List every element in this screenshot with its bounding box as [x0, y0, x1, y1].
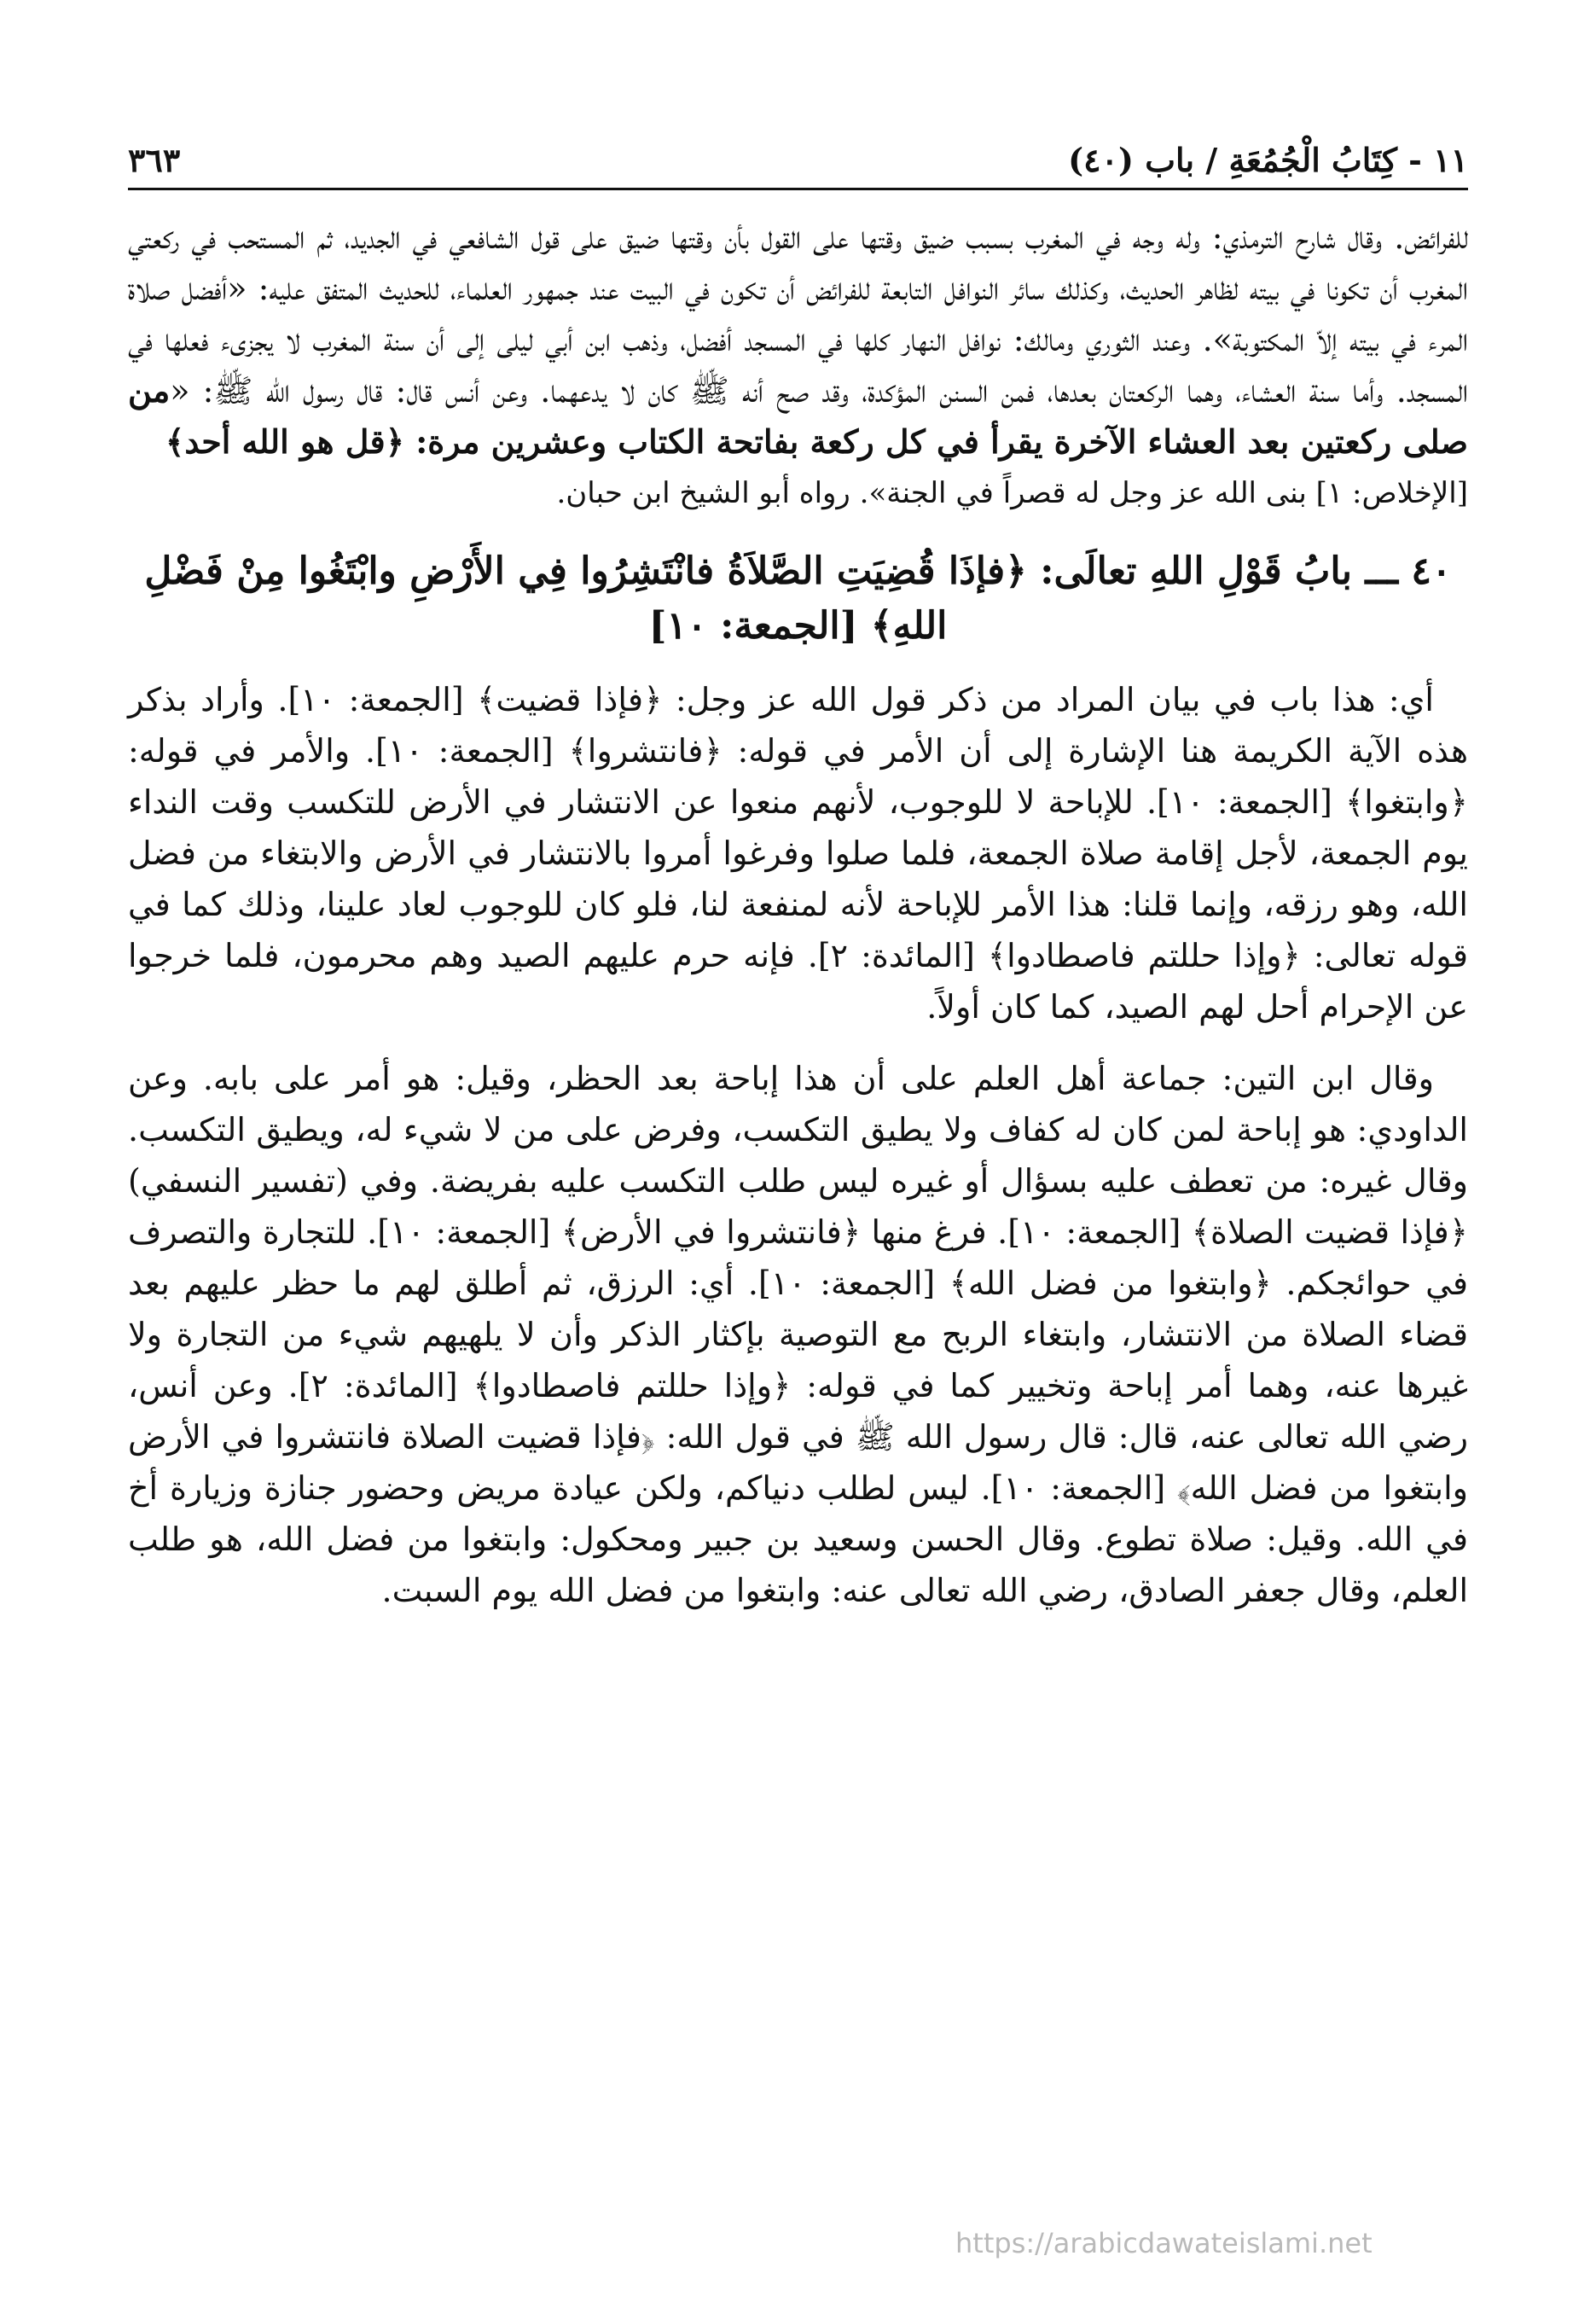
chapter-title: ١١ - كِتَابُ الْجُمُعَةِ / باب (٤٠) — [1068, 141, 1468, 179]
hadith-text: من صلى ركعتين بعد العشاء الآخرة يقرأ في كل ركعة بفاتحة الكتاب وعشرين مرة: ﴿قل هو الله أحد﴾ — [128, 371, 1468, 461]
paragraph-1 — [128, 212, 1468, 468]
header-rule — [128, 188, 1468, 190]
hadith-reference: [الإخلاص: ١] بنى الله عز وجل له قصراً في الجنة». رواه أبو الشيخ ابن حبان. — [556, 476, 1468, 510]
paragraph-gap — [128, 1032, 1468, 1053]
chapter-heading: ٤٠ ـــ بابُ قَوْلِ اللهِ تعالَى: ﴿فإذَا قُضِيَتِ الصَّلاَةُ فانْتَشِرُوا فِي الأَرْضِ وابْتَغُوا مِنْ فَضْلِ اللهِ﴾ [الجمعة: ١٠] — [144, 549, 1452, 648]
watermark-url: https://arabicdawateislami.net — [955, 2227, 1373, 2259]
paragraph-3: وقال ابن التين: جماعة أهل العلم على أن هذا إباحة بعد الحظر، وقيل: هو أمر على بابه. وعن الداودي: هو إباحة لمن كان له كفاف ولا يطيق التكسب، وفرض على من لا شيء له، ويطيق التكسب. وقال غيره: من تعطف عليه بسؤال أو غيره ليس طلب التكسب عليه بفريضة. وفي (تفسير النسفي) ﴿فإذا قضيت الصلاة﴾ [الجمعة: ١٠]. فرغ منها ﴿فانتشروا في الأرض﴾ [الجمعة: ١٠]. للتجارة والتصرف في حوائجكم. ﴿وابتغوا من فضل الله﴾ [الجمعة: ١٠]. أي: الرزق، ثم أطلق لهم ما حظر عليهم بعد قضاء الصلاة من الانتشار، وابتغاء الربح مع التوصية بإكثار الذكر وأن لا يلهيهم شيء من التجارة ولا غيرها عنه، وهما أمر إباحة وتخيير كما في قوله: ﴿وإذا حللتم فاصطادوا﴾ [المائدة: ٢]. وعن أنس، رضي الله تعالى عنه، قال: قال رسول الله ﷺ في قول الله: ﴿فإذا قضيت الصلاة فانتشروا في الأرض وابتغوا من فضل الله﴾ [الجمعة: ١٠]. ليس لطلب دنياكم، ولكن عيادة مريض وحضور جنازة وزيارة أخ في الله. وقيل: صلاة تطوع. وقال الحسن وسعيد بن جبير ومحكول: وابتغوا من فضل الله، هو طلب العلم، وقال جعفر الصادق، رضي الله تعالى عنه: وابتغوا من فضل الله يوم السبت. — [128, 1060, 1469, 1609]
paragraph-1-text: للفرائض. وقال شارح الترمذي: وله وجه في المغرب بسبب ضيق وقتها على القول بأن وقتها ضيق على قول الشافعي في الجديد، ثم المستحب في ركعتي المغرب أن تكونا في بيته لظاهر الحديث، وكذلك سائر النوافل التابعة للفرائض أن تكون في البيت عند جمهور العلماء، للحديث المتفق عليه: «أفضل صلاة المرء في بيته إلاّ المكتوبة». وعند الثوري ومالك: نوافل النهار كلها في المسجد أفضل، وذهب ابن أبي ليلى إلى أن سنة المغرب لا يجزىء فعلها في المسجد. وأما سنة العشاء، وهما الركعتان بعدها، فمن السنن المؤكدة، وقد صح أنه ﷺ كان لا يدعهما. وعن أنس قال: قال رسول الله ﷺ: « — [128, 218, 1468, 410]
page-header — [128, 119, 1468, 179]
paragraph-2: أي: هذا باب في بيان المراد من ذكر قول الله عز وجل: ﴿فإذا قضيت﴾ [الجمعة: ١٠]. وأراد بذكر هذه الآية الكريمة هنا الإشارة إلى أن الأمر في قوله: ﴿فانتشروا﴾ [الجمعة: ١٠]. والأمر في قوله: ﴿وابتغوا﴾ [الجمعة: ١٠]. للإباحة لا للوجوب، لأنهم منعوا عن الانتشار في الأرض للتكسب وقت النداء يوم الجمعة، لأجل إقامة صلاة الجمعة، فلما صلوا وفرغوا أمروا بالانتشار في الأرض والابتغاء من فضل الله، وهو رزقه، وإنما قلنا: هذا الأمر للإباحة لأنه لمنفعة لنا، فلو كان للوجوب لعاد علينا، وذلك كما في قوله تعالى: ﴿وإذا حللتم فاصطادوا﴾ [المائدة: ٢]. فإنه حرم عليهم الصيد وهم محرمون، فلما خرجوا عن الإحرام أحل لهم الصيد، كما كان أولاً. — [128, 681, 1468, 1026]
page-body — [128, 212, 1468, 1616]
page-number: ٣٦٣ — [128, 141, 181, 179]
